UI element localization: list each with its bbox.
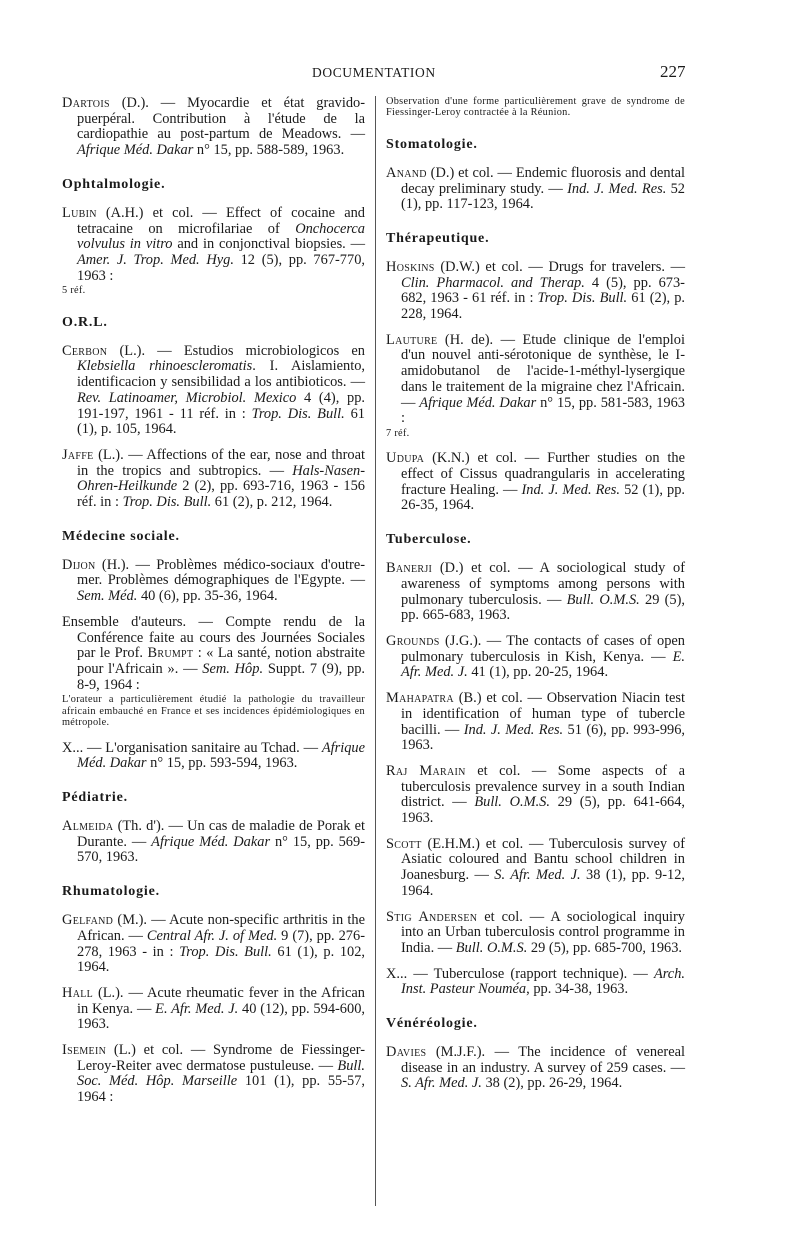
page-header <box>0 62 800 84</box>
bibliography-entry: X... — L'organisation sanitaire au Tchad. — Afrique Méd. Dakar n° 15, pp. 593-594, 1963. <box>62 739 365 772</box>
bibliography-entry: Jaffe (L.). — Affections of the ear, nose and throat in the tropics and subtropics. — Hals-Nasen-Ohren-Heilkunde 2 (2), pp. 693-716, 1963 - 156 réf. in : Trop. Dis. Bull. 61 (2), p. 212, 1964. <box>62 446 365 511</box>
bibliography-entry: Mahapatra (B.) et col. — Observation Niacin test in identification of human type of tubercle bacilli. — Ind. J. Med. Res. 51 (6), pp. 993-996, 1963. <box>386 690 685 754</box>
bibliography-entry: Lauture (H. de). — Etude clinique de l'emploi d'un nouvel anti-sérotonique de synthèse, le I-amidobutanol de l'acide-1-méthyl-lysergique dans le traitement de la migraine chez l'Africain. — Afrique Méd. Dakar n° 15, pp. 581-583, 1963 : <box>386 331 685 427</box>
bibliography-entry: Grounds (J.G.). — The contacts of cases of open pulmonary tuberculosis in Kish, Kenya. — E. Afr. Med. J. 41 (1), pp. 20-25, 1964. <box>386 632 685 681</box>
section-heading-orl: O.R.L. <box>62 314 108 330</box>
bibliography-entry: Davies (M.J.F.). — The incidence of venereal disease in an industry. A survey of 259 cases. — S. Afr. Med. J. 38 (2), pp. 26-29, 1964. <box>386 1044 685 1092</box>
bibliography-entry: Scott (E.H.M.) et col. — Tuberculosis survey of Asiatic coloured and Bantu school children in Joanesburg. — S. Afr. Med. J. 38 (1), pp. 9-12, 1964. <box>386 835 685 899</box>
bibliography-entry: Hall (L.). — Acute rheumatic fever in the African in Kenya. — E. Afr. Med. J. 40 (12), pp. 594-600, 1963. <box>62 984 365 1033</box>
bibliography-entry: Gelfand (M.). — Acute non-specific arthritis in the African. — Central Afr. J. of Med. 9 (7), pp. 276-278, 1963 - in : Trop. Dis. Bull. 61 (1), p. 102, 1964. <box>62 912 366 976</box>
entry-note: 5 réf. <box>62 285 86 297</box>
entry-note: 7 réf. <box>386 427 410 439</box>
left-column <box>62 96 365 1116</box>
bibliography-entry: X... — Tuberculose (rapport technique). — Arch. Inst. Pasteur Nouméa, pp. 34-38, 1963. <box>386 965 685 998</box>
section-heading-ophtalmologie: Ophtalmologie. <box>62 176 166 192</box>
bibliography-entry: Almeida (Th. d'). — Un cas de maladie de Porak et Durante. — Afrique Méd. Dakar n° 15, pp. 569-570, 1963. <box>62 818 365 866</box>
right-column <box>386 96 685 1102</box>
section-heading-venereologie: Vénéréologie. <box>386 1016 478 1032</box>
section-heading-stomatologie: Stomatologie. <box>386 136 478 152</box>
bibliography-entry: Ensemble d'auteurs. — Compte rendu de la Conférence faite au cours des Journées Sociales par le Prof. Brumpt : « La santé, notion abstraite pour l'Africain ». — Sem. Hôp. Suppt. 7 (9), pp. 8-9, 1964 : <box>62 613 365 693</box>
page-number: 227 <box>660 62 686 81</box>
entry-note: L'orateur a particulièrement étudié la pathologie du travailleur africain embauché en France et ses incidences épidémiologiques en métropole. <box>62 694 365 729</box>
section-heading-rhumatologie: Rhumatologie. <box>62 884 160 900</box>
bibliography-entry: Udupa (K.N.) et col. — Further studies on the effect of Cissus quadrangularis in accelerating fracture Healing. — Ind. J. Med. Res. 52 (1), pp. 26-35, 1964. <box>386 450 685 514</box>
running-title: DOCUMENTATION <box>312 65 436 80</box>
entry-note: Observation d'une forme particulièrement grave de syndrome de Fiessinger-Leroy contractée à la Réunion. <box>386 96 685 119</box>
bibliography-entry: Dijon (H.). — Problèmes médico-sociaux d'outre-mer. Problèmes démographiques de l'Egypte. — Sem. Méd. 40 (6), pp. 35-36, 1964. <box>62 556 365 605</box>
section-heading-therapeutique: Thérapeutique. <box>386 230 490 246</box>
section-heading-tuberculose: Tuberculose. <box>386 532 472 548</box>
bibliography-entry: Hoskins (D.W.) et col. — Drugs for travelers. — Clin. Pharmacol. and Therap. 4 (5), pp. 673-682, 1963 - 61 réf. in : Trop. Dis. Bull. 61 (2), p. 228, 1964. <box>386 258 686 323</box>
bibliography-entry: Dartois (D.). — Myocardie et état gravido-puerpéral. Contribution à l'étude de la cardiopathie au post-partum de Meadows. — Afrique Méd. Dakar n° 15, pp. 588-589, 1963. <box>62 95 365 159</box>
bibliography-entry: Stig Andersen et col. — A sociological inquiry into an Urban tuberculosis control programme in India. — Bull. O.M.S. 29 (5), pp. 685-700, 1963. <box>386 908 686 956</box>
bibliography-entry: Isemein (L.) et col. — Syndrome de Fiessinger-Leroy-Reiter avec dermatose pustuleuse. — Bull. Soc. Méd. Hôp. Marseille 101 (1), pp. 55-57, 1964 : <box>62 1042 366 1106</box>
bibliography-entry: Anand (D.) et col. — Endemic fluorosis and dental decay preliminary study. — Ind. J. Med. Res. 52 (1), pp. 117-123, 1964. <box>386 164 685 213</box>
section-heading-medecine-sociale: Médecine sociale. <box>62 528 180 544</box>
bibliography-entry: Banerji (D.) et col. — A sociological study of awareness of symptoms among persons with pulmonary tuberculosis. — Bull. O.M.S. 29 (5), pp. 665-683, 1963. <box>386 560 685 624</box>
section-heading-pediatrie: Pédiatrie. <box>62 790 128 806</box>
bibliography-entry: Lubin (A.H.) et col. — Effect of cocaine and tetracaine on microfilariae of Onchocerca volvulus in vitro and in conjonctival biopsies. — Amer. J. Trop. Med. Hyg. 12 (5), pp. 767-770, 1963 : <box>62 204 365 284</box>
bibliography-entry: Cerbon (L.). — Estudios microbiologicos en Klebsiella rhinoescleromatis. I. Aislamiento, identificacion y sensibilidad a los antibioticos. — Rev. Latinoamer, Microbiol. Mexico 4 (4), pp. 191-197, 1961 - 11 réf. in : Trop. Dis. Bull. 61 (1), p. 105, 1964. <box>62 342 365 438</box>
column-divider <box>375 96 376 1206</box>
bibliography-entry: Raj Marain et col. — Some aspects of a tuberculosis prevalence survey in a south Indian district. — Bull. O.M.S. 29 (5), pp. 641-664, 1963. <box>386 762 686 827</box>
